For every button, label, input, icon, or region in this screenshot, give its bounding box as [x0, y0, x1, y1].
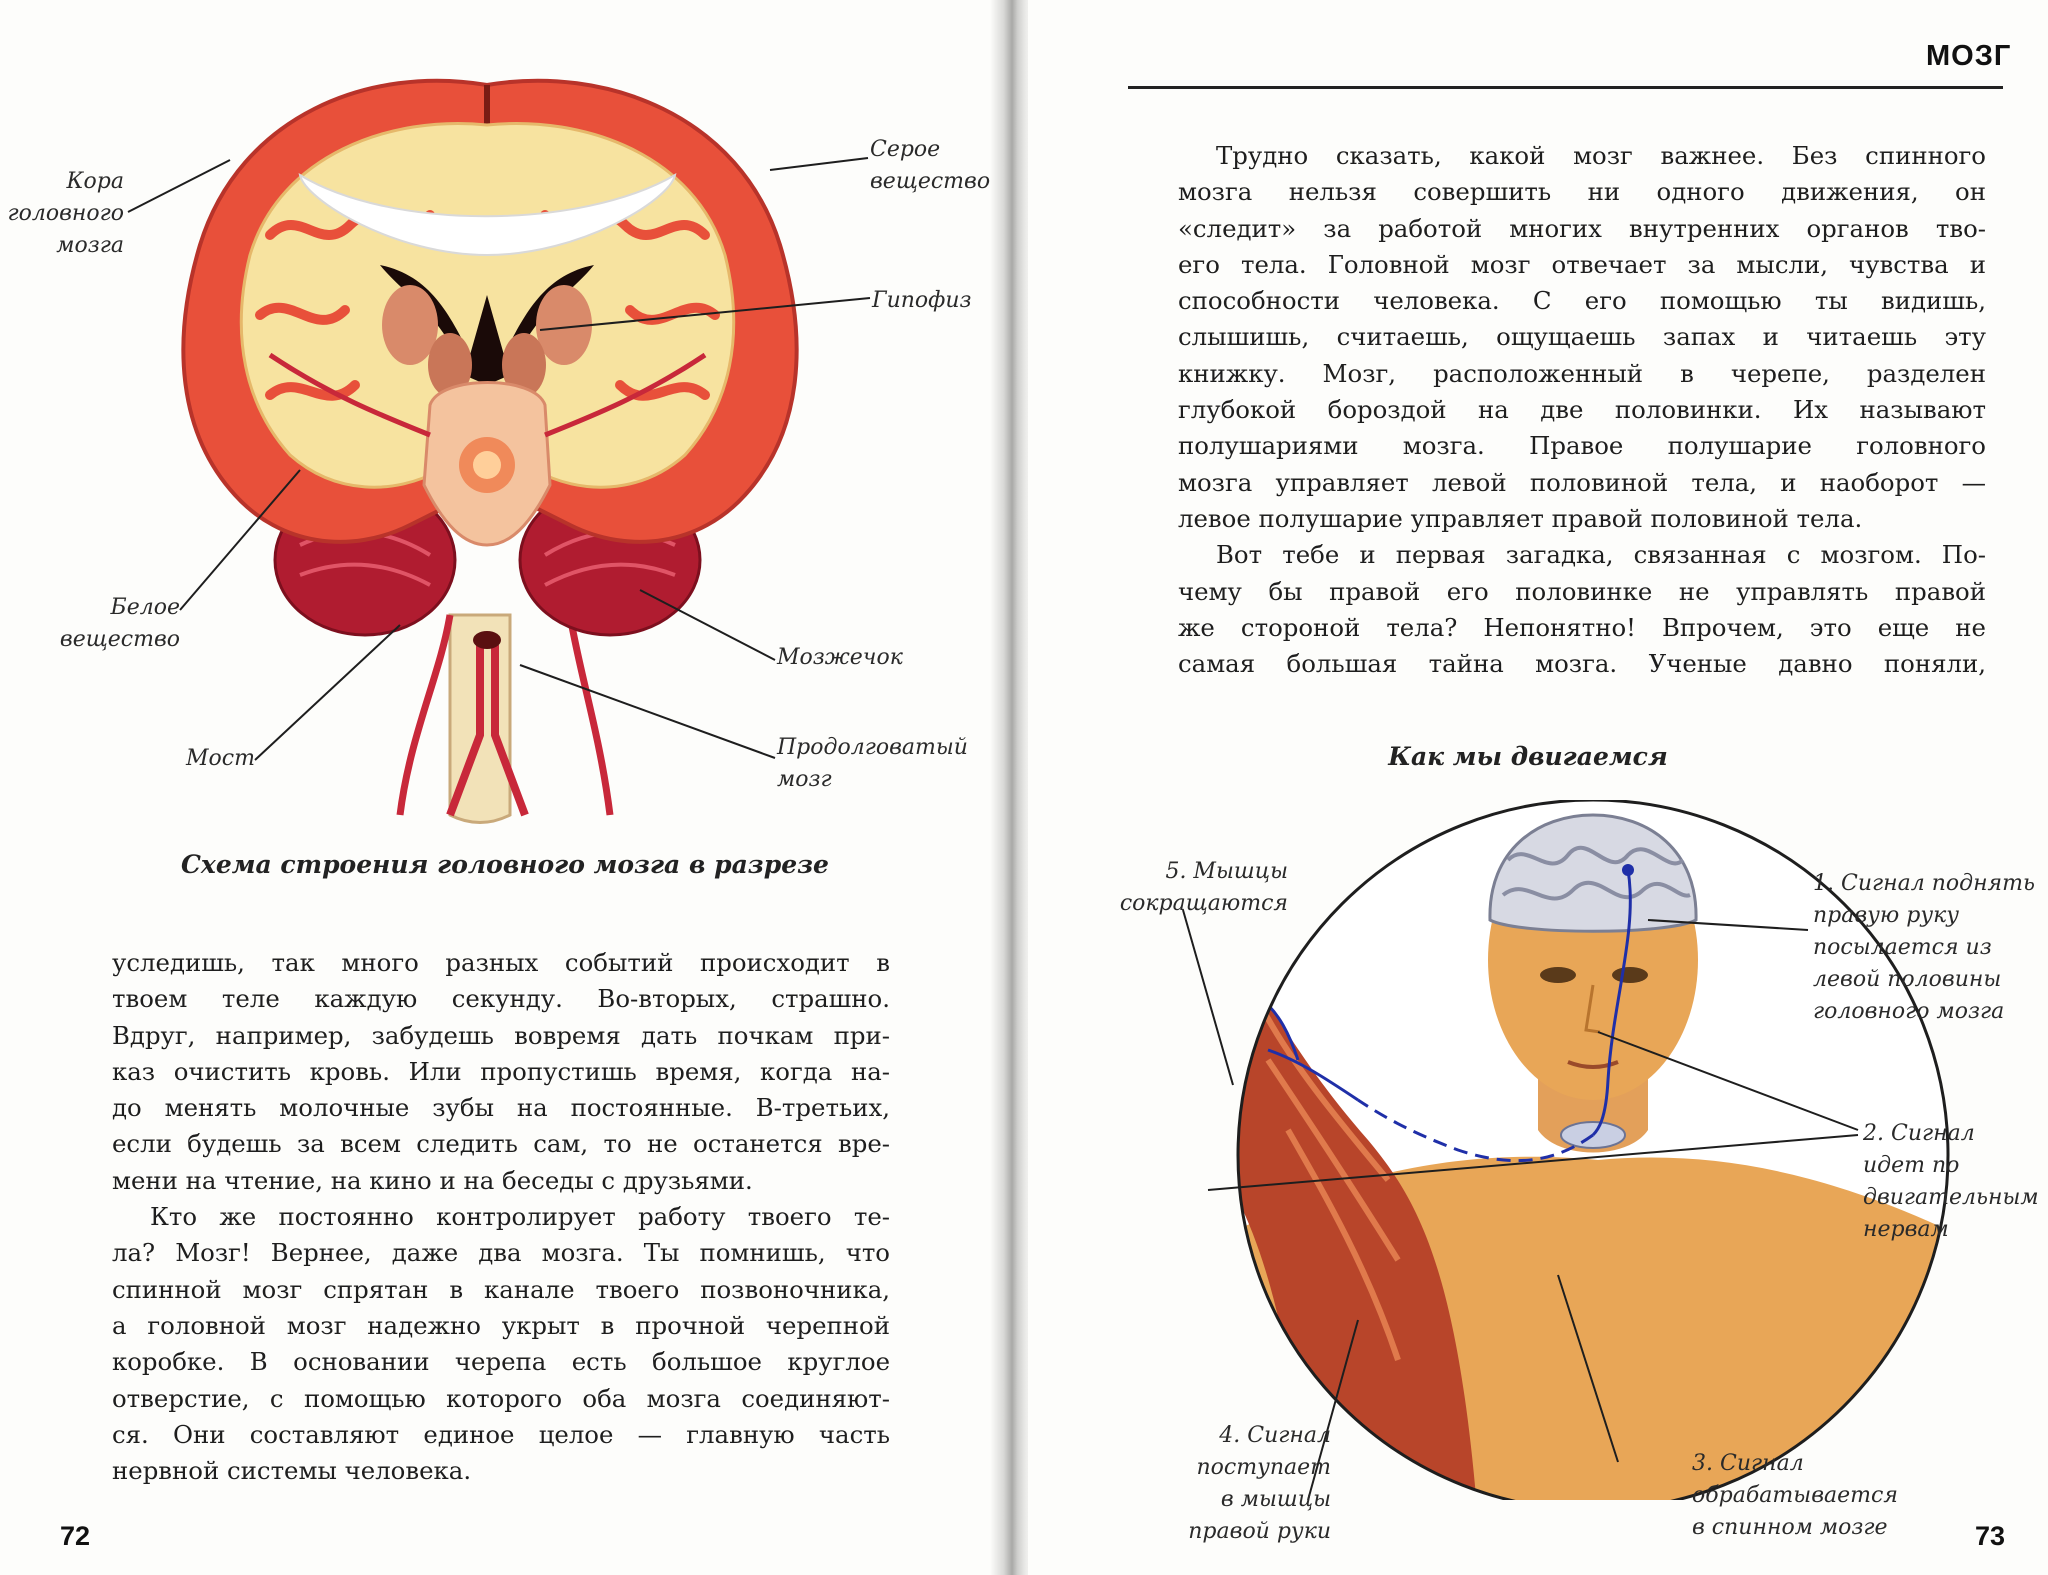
text-line: способности человека. С его помощью ты видишь,: [1178, 286, 1986, 316]
text-line: каз очистить кровь. Или пропустишь время, когда на-: [112, 1056, 890, 1086]
text-line: слышишь, считаешь, ощущаешь запах и читаешь эту: [1178, 322, 1986, 352]
text-line: уследишь, так много разных событий происходит в: [112, 948, 890, 977]
right-page-body-text: [1178, 138, 1986, 682]
label-medulla: Продолговатый мозг: [777, 735, 968, 792]
text-line: ся. Они составляют единое целое — главную часть: [112, 1419, 890, 1449]
text-line: полушариями мозга. Правое полушарие головного: [1178, 431, 1986, 461]
text-line: Вдруг, например, забудешь вовремя дать почкам при-: [112, 1020, 890, 1050]
label-step3: 3. Сигнал обрабатывается в спинном мозге: [1692, 1451, 1898, 1540]
label-step5: 5. Мышцы сокращаются: [1119, 859, 1288, 916]
label-cerebellum: Мозжечок: [777, 645, 903, 670]
brain-leader-lines: [0, 0, 1000, 800]
page-number-right: 73: [1975, 1521, 2006, 1551]
text-line: твоем теле каждую секунду. Во-вторых, страшно.: [112, 984, 890, 1014]
page-number-left: 72: [60, 1521, 91, 1551]
text-line: мозга нельзя совершить ни одного движения, он: [1178, 177, 1986, 207]
text-line: самая большая тайна мозга. Ученые давно поняли,: [1178, 649, 1986, 679]
text-line: Вот тебе и первая загадка, связанная с мозгом. По-: [1216, 540, 1986, 570]
text-line: до менять молочные зубы на постоянные. В-третьих,: [112, 1093, 890, 1123]
label-cortex: Кора головного мозга: [7, 169, 124, 258]
text-line: «следит» за работой многих внутренних органов тво-: [1178, 213, 1986, 243]
running-title: МОЗГ: [1926, 40, 2012, 72]
text-line: мени на чтение, на кино и на беседы с друзьями.: [112, 1165, 753, 1195]
label-step1: 1. Сигнал поднять правую руку посылается из левой половины головного мозга: [1813, 871, 2035, 1024]
label-gray-matter: Серое вещество: [870, 137, 991, 194]
brain-figure-caption: Схема строения головного мозга в разрезе: [181, 850, 829, 879]
text-line: ла? Мозг! Вернее, даже два мозга. Ты помнишь, что: [112, 1238, 890, 1268]
text-line: мозга управляет левой половиной тела, и наоборот —: [1178, 467, 1986, 497]
label-pituitary: Гипофиз: [872, 288, 972, 313]
right-page: [1028, 0, 2048, 1575]
header-rule: [1128, 86, 2003, 89]
text-line: отверстие, с помощью которого оба мозга соединяют-: [112, 1383, 890, 1413]
label-step4: 4. Сигнал поступает в мышцы правой руки: [1188, 1423, 1331, 1544]
label-pons: Мост: [186, 746, 255, 771]
text-line: а головной мозг надежно укрыт в прочной черепной: [112, 1310, 890, 1340]
text-line: спинной мозг спрятан в канале твоего позвоночника,: [112, 1274, 890, 1304]
movement-figure-title: Как мы двигаемся: [1388, 742, 1668, 771]
text-line: коробке. В основании черепа есть большое круглое: [112, 1347, 890, 1377]
text-line: если будешь за всем следить сам, то не останется вре-: [112, 1129, 890, 1159]
left-page: [0, 0, 1000, 1575]
text-line: Трудно сказать, какой мозг важнее. Без спинного: [1216, 141, 1986, 170]
left-page-body-text: [112, 945, 890, 1489]
text-line: книжку. Мозг, расположенный в черепе, разделен: [1178, 358, 1986, 388]
text-line: Кто же постоянно контролирует работу твоего те-: [150, 1202, 890, 1232]
label-step2: 2. Сигнал идет по двигательным нервам: [1863, 1121, 2039, 1242]
text-line: же стороной тела? Непонятно! Впрочем, это еще не: [1178, 612, 1986, 642]
text-line: его тела. Головной мозг отвечает за мысли, чувства и: [1178, 249, 1986, 279]
text-line: нервной системы человека.: [112, 1456, 472, 1486]
text-line: глубокой бороздой на две половинки. Их называют: [1178, 395, 1986, 425]
label-white-matter: Белое вещество: [59, 595, 180, 652]
text-line: чему бы правой его половинке не управлять правой: [1178, 576, 1986, 606]
text-line: левое полушарие управляет правой половиной тела.: [1178, 503, 1863, 533]
